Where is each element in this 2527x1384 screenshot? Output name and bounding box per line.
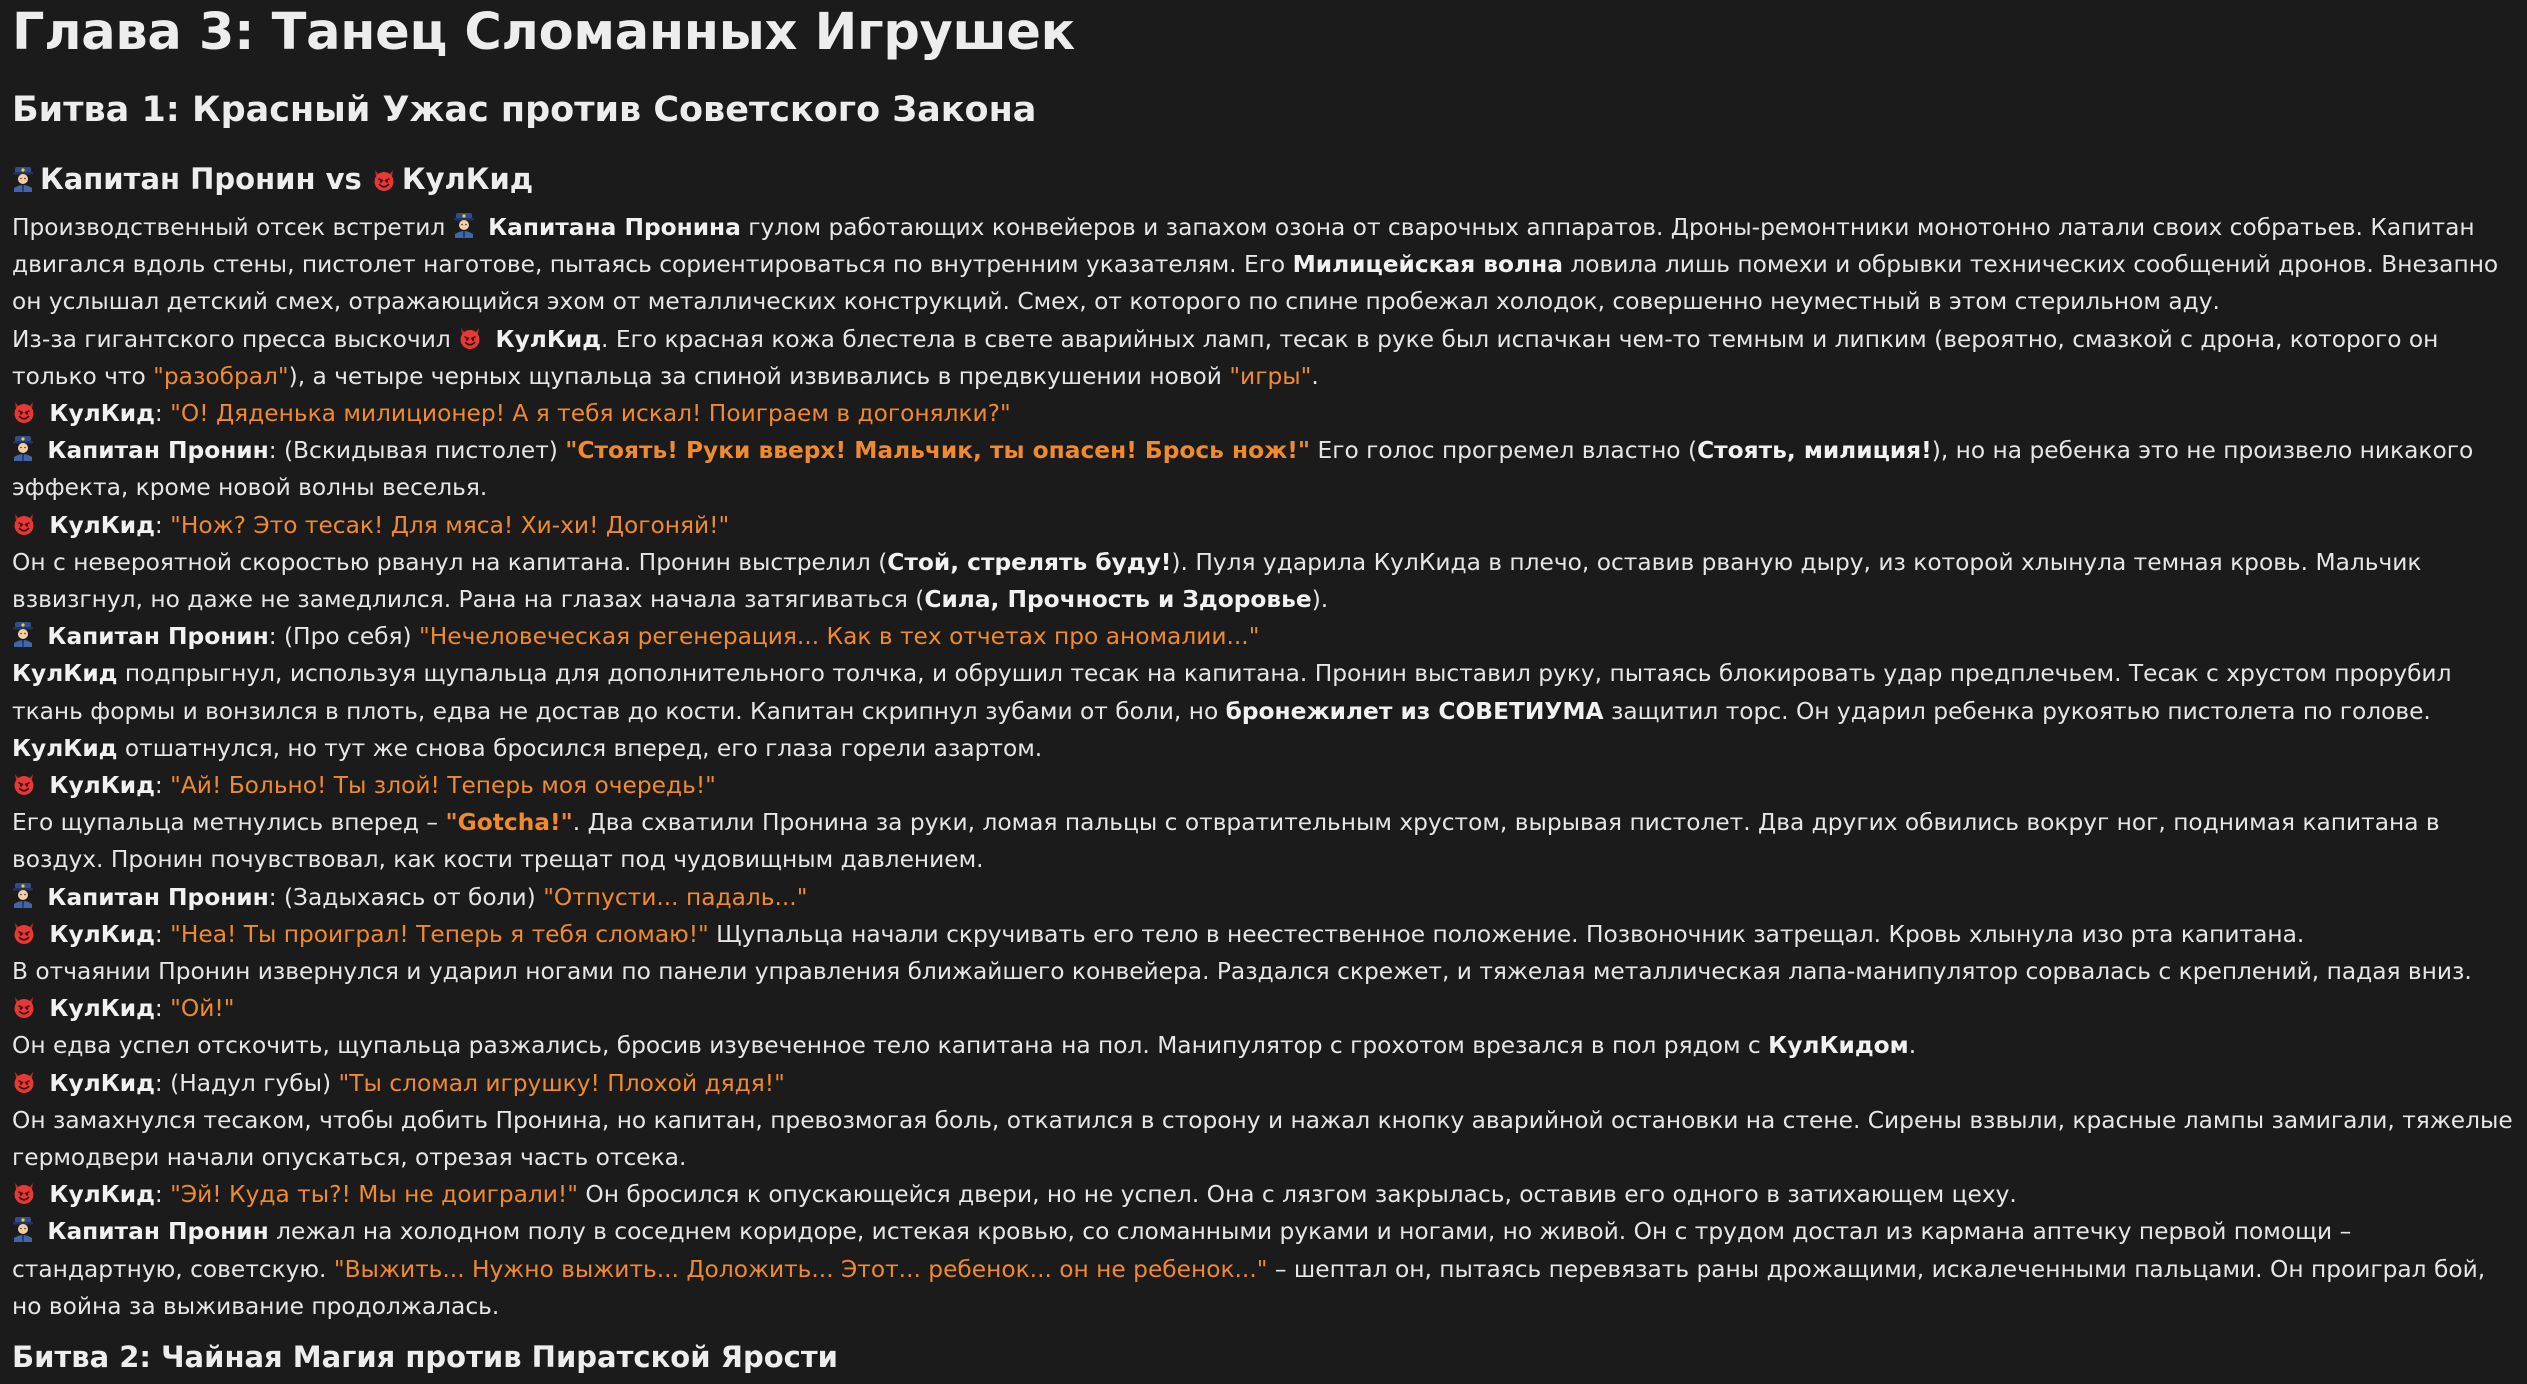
text-run: Его щупальца метнулись вперед –	[12, 809, 446, 837]
bold-term: Стоять, милиция!	[1697, 437, 1932, 465]
bold-term: КулКид	[12, 734, 118, 762]
matchup-kid-name: КулКид	[401, 162, 534, 196]
police-officer-icon	[453, 212, 475, 238]
story-paragraph	[12, 507, 2515, 544]
bold-term: КулКид	[495, 325, 602, 353]
text-run: отшатнулся, но тут же снова бросился вперед, его глаза горели азартом.	[117, 734, 1043, 762]
bold-term: КулКид	[49, 920, 155, 948]
story-paragraph	[12, 879, 2515, 916]
chapter-title: Глава 3: Танец Сломанных Игрушек	[12, 3, 1075, 62]
bold-term: Милицейская волна	[1292, 251, 1563, 279]
dialogue-quote: "разобрал"	[153, 362, 289, 390]
dialogue-quote: "игры"	[1229, 362, 1312, 390]
text-run: .	[1311, 362, 1319, 390]
text-run: :	[154, 772, 171, 800]
text-run: :	[154, 920, 171, 948]
bold-term: Стой, стрелять буду!	[887, 548, 1172, 576]
text-run: Его голос прогремел властно (	[1310, 437, 1698, 465]
devil-face-icon	[12, 995, 36, 1019]
devil-face-icon	[12, 772, 36, 796]
dialogue-quote: "Ой!"	[170, 995, 235, 1023]
story-paragraph	[12, 1027, 2515, 1064]
bold-term: Капитан Пронин	[47, 623, 269, 651]
story-paragraph	[12, 767, 2515, 804]
dialogue-quote: "Ты сломал игрушку! Плохой дядя!"	[338, 1069, 785, 1097]
text-run: : (Задыхаясь от боли)	[268, 883, 544, 911]
text-run: ловила лишь помехи и обрывки технических сообщений дронов. Внезапно он услышал детский смех, отражающийся эхом от металлических конструкций. Смех, от которого по спине пробежал холодок, совершенно неуместный в этом стерильном аду.	[12, 251, 2499, 316]
police-officer-icon	[12, 621, 34, 647]
story-paragraph	[12, 655, 2515, 767]
text-run: Он с невероятной скоростью рванул на капитана. Пронин выстрелил (	[12, 548, 888, 576]
text-run: :	[154, 1181, 171, 1209]
story-paragraph	[12, 544, 2515, 618]
dialogue-quote: "Выжить... Нужно выжить... Доложить... Этот... ребенок... он не ребенок..."	[333, 1255, 1268, 1283]
dialogue-quote-bold: "Gotcha!"	[445, 809, 573, 837]
text-run: :	[154, 995, 171, 1023]
police-officer-icon	[12, 882, 34, 908]
bold-term: КулКид	[49, 400, 155, 428]
matchup-kid-icon-slot	[372, 162, 402, 196]
text-run: Из-за гигантского пресса выскочил	[12, 325, 459, 353]
text-run: – шептал он, пытаясь перевязать раны дрожащими, искалеченными пальцами. Он проиграл бой, но война за выживание продолжалась.	[12, 1255, 2486, 1320]
text-run: : (Вскидывая пистолет)	[268, 437, 566, 465]
text-run: Он едва успел отскочить, щупальца разжались, бросив изувеченное тело капитана на пол. Манипулятор с грохотом врезался в пол рядом с	[12, 1032, 1769, 1060]
story-paragraph	[12, 618, 2515, 655]
matchup-vs: vs	[325, 162, 362, 196]
police-officer-icon	[12, 435, 34, 461]
story-paragraph	[12, 916, 2515, 953]
text-run: ).	[1311, 586, 1329, 614]
dialogue-quote: "Ай! Больно! Ты злой! Теперь моя очередь!"	[170, 772, 716, 800]
devil-face-icon	[12, 512, 36, 536]
text-run: :	[154, 400, 171, 428]
text-run: : (Надул губы)	[154, 1069, 339, 1097]
dialogue-quote-bold: "Стоять! Руки вверх! Мальчик, ты опасен! Брось нож!"	[565, 437, 1311, 465]
story-paragraph	[12, 321, 2515, 395]
devil-face-icon	[12, 1181, 36, 1205]
text-run: . Два схватили Пронина за руки, ломая пальцы с отвратительным хрустом, вырывая пистолет. Два других обвились вокруг ног, поднимая капитана в воздух. Пронин почувствовал, как кости трещат под чудовищным давлением.	[12, 809, 2440, 874]
story-paragraphs	[12, 209, 2515, 1325]
text-run: подпрыгнул, используя щупальца для дополнительного толчка, и обрушил тесак на капитана. Пронин выставил руку, пытаясь блокировать удар предплечьем. Тесак с хрустом прорубил ткань формы и вонзился в плоть, едва не достав до кости. Капитан скрипнул зубами от боли, но	[12, 660, 2452, 725]
text-run: гулом работающих конвейеров и запахом озона от сварочных аппаратов. Дроны-ремонтники монотонно латали своих собратьев. Капитан двигался вдоль стены, пистолет наготове, пытаясь сориентироваться по внутренним указателям. Его	[12, 214, 2475, 279]
bold-term: КулКид	[49, 511, 155, 539]
bold-term: бронежилет из СОВЕТИУМА	[1225, 697, 1604, 725]
text-run: Производственный отсек встретил	[12, 214, 453, 241]
battle-matchup	[12, 161, 2515, 197]
story-paragraph	[12, 209, 2515, 321]
story-paragraph	[12, 804, 2515, 878]
text-run: . Его красная кожа блестела в свете аварийных ламп, тесак в руке был испачкан чем-то темным и липким (вероятно, смазкой с дрона, которого он только что	[12, 325, 2439, 390]
text-run: ), но на ребенка это не произвело никакого эффекта, кроме новой волны веселья.	[12, 437, 2474, 502]
story-paragraph	[12, 990, 2515, 1027]
dialogue-quote: "О! Дяденька милиционер! А я тебя искал! Поиграем в догонялки?"	[170, 400, 1011, 428]
text-run: : (Про себя)	[268, 623, 420, 651]
bold-term: Сила, Прочность и Здоровье	[924, 586, 1312, 614]
dialogue-quote: "Неа! Ты проиграл! Теперь я тебя сломаю!"	[170, 920, 709, 948]
text-run: Он бросился к опускающейся двери, но не успел. Она с лязгом закрылась, оставив его одного в затихающем цеху.	[577, 1181, 2017, 1209]
text-run: :	[154, 511, 171, 539]
dialogue-quote: "Нечеловеческая регенерация... Как в тех отчетах про аномалии..."	[419, 623, 1260, 651]
police-officer-icon	[12, 1216, 34, 1242]
story-paragraph	[12, 1213, 2515, 1325]
next-battle-title: Битва 2: Чайная Магия против Пиратской Ярости	[12, 1340, 838, 1375]
text-run: Щупальца начали скручивать его тело в неестественное положение. Позвоночник затрещал. Кровь хлынула изо рта капитана.	[708, 920, 2305, 948]
bold-term: Капитан Пронин	[47, 1218, 269, 1246]
bold-term: Капитан Пронин	[47, 883, 269, 911]
bold-term: КулКид	[49, 995, 155, 1023]
police-officer-icon	[12, 166, 34, 192]
devil-face-icon	[372, 168, 396, 192]
bold-term: КулКид	[49, 772, 155, 800]
text-run: .	[1908, 1032, 1917, 1060]
story-paragraph	[12, 1102, 2515, 1176]
text-run: ), а четыре черных щупальца за спиной извивались в предвкушении новой	[288, 362, 1230, 390]
battle-title: Битва 1: Красный Ужас против Советского Закона	[12, 90, 1037, 130]
bold-term: КулКид	[12, 660, 118, 688]
story-paragraph	[12, 1065, 2515, 1102]
bold-term: Капитана Пронина	[488, 214, 741, 241]
devil-face-icon	[12, 921, 36, 945]
text-run: Он замахнулся тесаком, чтобы добить Пронина, но капитан, превозмогая боль, откатился в сторону и нажал кнопку аварийной остановки на стене. Сирены взвыли, красные лампы замигали, тяжелые гермодвери начали опускаться, отрезая часть отсека.	[12, 1106, 2513, 1172]
bold-term: КулКидом	[1768, 1032, 1909, 1060]
story-paragraph	[12, 1176, 2515, 1213]
bold-term: Капитан Пронин	[47, 437, 269, 465]
text-run: В отчаянии Пронин извернулся и ударил ногами по панели управления ближайшего конвейера. Раздался скрежет, и тяжелая металлическая лапа-манипулятор сорвалась с креплений, падая вниз.	[12, 958, 2472, 986]
bold-term: КулКид	[49, 1181, 155, 1209]
text-run: ). Пуля ударила КулКида в плечо, оставив рваную дыру, из которой хлынула темная кровь. Мальчик взвизгнул, но даже не замедлился. Рана на глазах начала затягиваться (	[12, 548, 2422, 614]
dialogue-quote: "Нож? Это тесак! Для мяса! Хи-хи! Догоняй!"	[170, 511, 730, 539]
text-run: лежал на холодном полу в соседнем коридоре, истекая кровью, со сломанными руками и ногами, но живой. Он с трудом достал из кармана аптечку первой помощи – стандартную, советскую.	[12, 1218, 2352, 1283]
story-paragraph	[12, 953, 2515, 990]
matchup-captain-icon-slot	[12, 162, 40, 196]
devil-face-icon	[12, 400, 36, 424]
devil-face-icon	[458, 326, 482, 350]
dialogue-quote: "Отпусти... падаль..."	[543, 883, 808, 911]
matchup-captain-name: Капитан Пронин	[40, 162, 316, 196]
story-paragraph	[12, 432, 2515, 506]
text-run: защитил торс. Он ударил ребенка рукоятью пистолета по голове.	[1603, 697, 2431, 725]
bold-term: КулКид	[49, 1069, 155, 1097]
story-paragraph	[12, 395, 2515, 432]
dialogue-quote: "Эй! Куда ты?! Мы не доиграли!"	[170, 1181, 578, 1209]
devil-face-icon	[12, 1070, 36, 1094]
